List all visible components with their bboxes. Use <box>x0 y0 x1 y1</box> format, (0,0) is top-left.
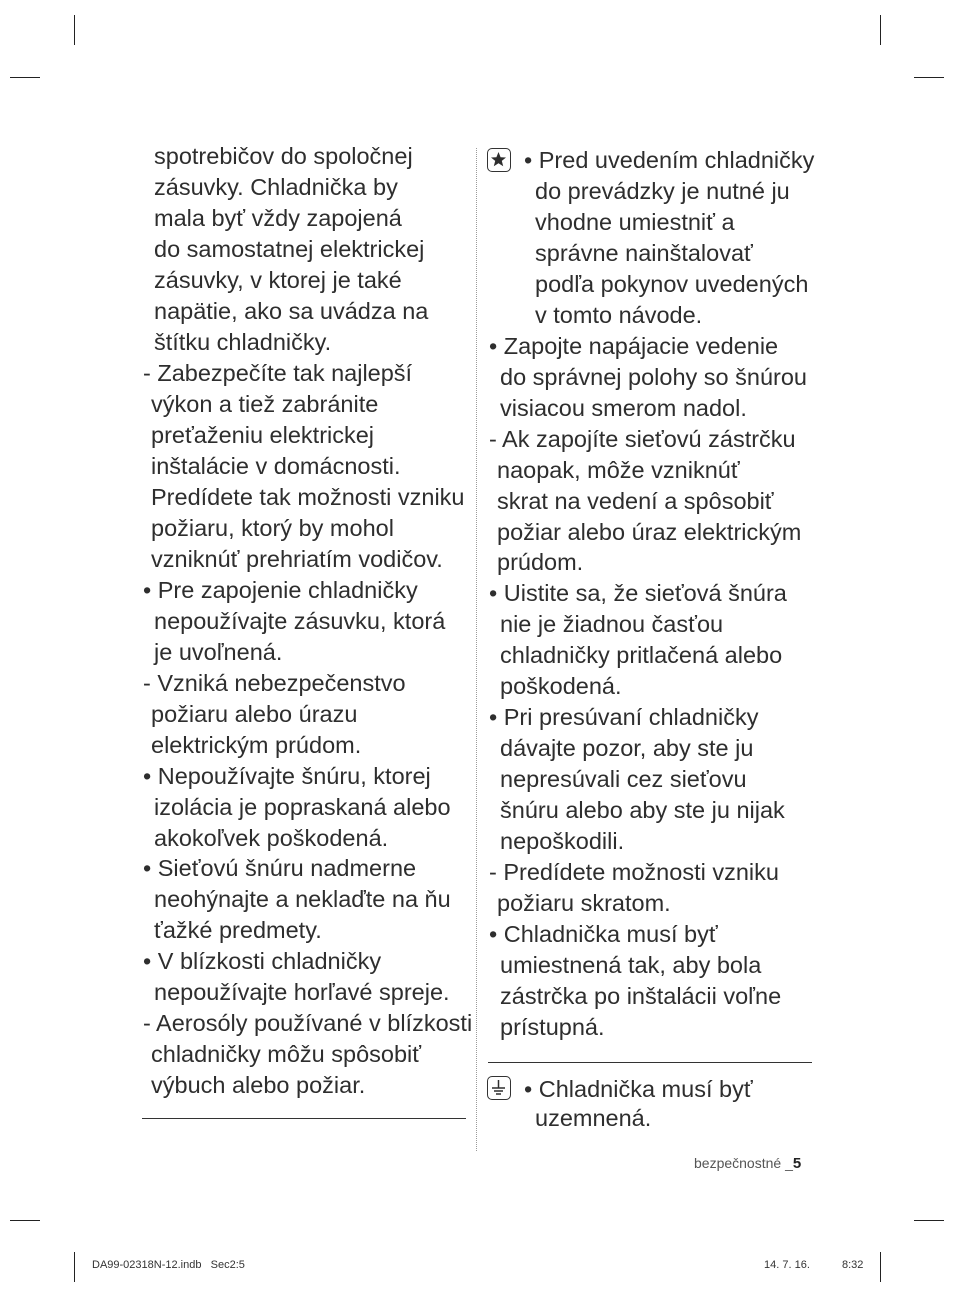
text-line: • Uistite sa, že sieťová šnúra <box>489 580 787 606</box>
text-line: nepresúvali cez sieťovu <box>500 766 747 792</box>
text-line: výkon a tiež zabránite <box>151 391 379 417</box>
text-line: - Vzniká nebezpečenstvo <box>143 670 406 696</box>
text-line: • Pre zapojenie chladničky <box>143 577 418 603</box>
text-line: napätie, ako sa uvádza na <box>154 298 429 324</box>
text-line: izolácia je popraskaná alebo <box>154 794 451 820</box>
text-line: podľa pokynov uvedených <box>535 271 809 297</box>
text-line: požiar alebo úraz elektrickým <box>497 519 802 545</box>
text-line: požiaru, ktorý by mohol <box>151 515 394 541</box>
text-line: • Pri presúvaní chladničky <box>489 704 759 730</box>
section-rule <box>142 1118 466 1119</box>
text-line: - Ak zapojíte sieťovú zástrčku <box>489 426 796 452</box>
text-line: zásuvky. Chladnička by <box>154 174 398 200</box>
ground-note-line: uzemnená. <box>535 1105 652 1131</box>
footer-section: bezpečnostné _ <box>694 1155 793 1171</box>
text-line: • Zapojte napájacie vedenie <box>489 333 779 359</box>
text-line: chladničky môžu spôsobiť <box>151 1041 422 1067</box>
text-line: nepoškodili. <box>500 828 625 854</box>
text-line: akokoľvek poškodená. <box>154 825 389 851</box>
text-line: poškodená. <box>500 673 622 699</box>
text-line: správne nainštalovať <box>535 240 753 266</box>
crop-mark <box>74 1252 75 1282</box>
text-line: štítku chladničky. <box>154 329 332 355</box>
crop-mark <box>74 15 75 45</box>
text-line: • Pred uvedením chladničky <box>524 147 815 173</box>
ground-icon <box>487 1076 511 1100</box>
text-line: prístupná. <box>500 1014 605 1040</box>
page-footer <box>694 1155 801 1172</box>
crop-mark <box>10 1220 40 1221</box>
text-line: Predídete tak možnosti vzniku <box>151 484 465 510</box>
crop-mark <box>914 77 944 78</box>
print-slug-date: 14. 7. 16. <box>764 1259 810 1271</box>
text-line: v tomto návode. <box>535 302 703 328</box>
text-line: je uvoľnená. <box>154 639 283 665</box>
crop-mark <box>880 15 881 45</box>
text-line: vhodne umiestniť a <box>535 209 735 235</box>
star-caution-icon <box>487 148 511 172</box>
text-line: požiaru skratom. <box>497 890 671 916</box>
text-line: vzniknúť prehriatím vodičov. <box>151 546 443 572</box>
text-line: visiacou smerom nadol. <box>500 395 747 421</box>
text-line: ťažké predmety. <box>154 917 322 943</box>
text-line: naopak, môže vzniknúť <box>497 457 740 483</box>
text-line: elektrickým prúdom. <box>151 732 362 758</box>
text-line: chladničky pritlačená alebo <box>500 642 783 668</box>
text-line: šnúru alebo aby ste ju nijak <box>500 797 785 823</box>
text-line: požiaru alebo úrazu <box>151 701 358 727</box>
text-line: dávajte pozor, aby ste ju <box>500 735 754 761</box>
page-number: 5 <box>792 1155 802 1172</box>
crop-mark <box>914 1220 944 1221</box>
text-line: umiestnená tak, aby bola <box>500 952 762 978</box>
text-line: • Sieťovú šnúru nadmerne <box>143 855 417 881</box>
text-line: nie je žiadnou časťou <box>500 611 724 637</box>
text-line: • V blízkosti chladničky <box>143 948 382 974</box>
text-line: - Predídete možnosti vzniku <box>489 859 779 885</box>
crop-mark <box>10 77 40 78</box>
text-line: zásuvky, v ktorej je také <box>154 267 402 293</box>
crop-mark <box>880 1252 881 1282</box>
text-line: inštalácie v domácnosti. <box>151 453 401 479</box>
text-line: do správnej polohy so šnúrou <box>500 364 808 390</box>
print-slug-file: DA99-02318N-12.indb Sec2:5 <box>92 1259 245 1271</box>
text-line: nepoužívajte zásuvku, ktorá <box>154 608 446 634</box>
text-line: mala byť vždy zapojená <box>154 205 402 231</box>
column-divider <box>476 148 477 1151</box>
ground-note-line: • Chladnička musí byť <box>524 1076 753 1102</box>
text-line: • Nepoužívajte šnúru, ktorej <box>143 763 431 789</box>
text-line: - Zabezpečíte tak najlepší <box>143 360 413 386</box>
text-line: zástrčka po inštalácii voľne <box>500 983 782 1009</box>
text-line: nepoužívajte horľavé spreje. <box>154 979 450 1005</box>
text-line: - Aerosóly používané v blízkosti <box>143 1010 473 1036</box>
text-line: skrat na vedení a spôsobiť <box>497 488 774 514</box>
text-line: výbuch alebo požiar. <box>151 1072 366 1098</box>
text-line: spotrebičov do spoločnej <box>154 143 413 169</box>
section-rule <box>488 1062 812 1063</box>
text-line: • Chladnička musí byť <box>489 921 718 947</box>
text-line: do prevádzky je nutné ju <box>535 178 790 204</box>
text-line: preťaženiu elektrickej <box>151 422 375 448</box>
text-line: prúdom. <box>497 549 584 575</box>
print-slug-time: 8:32 <box>842 1259 864 1271</box>
text-line: do samostatnej elektrickej <box>154 236 425 262</box>
text-line: neohýnajte a neklaďte na ňu <box>154 886 451 912</box>
